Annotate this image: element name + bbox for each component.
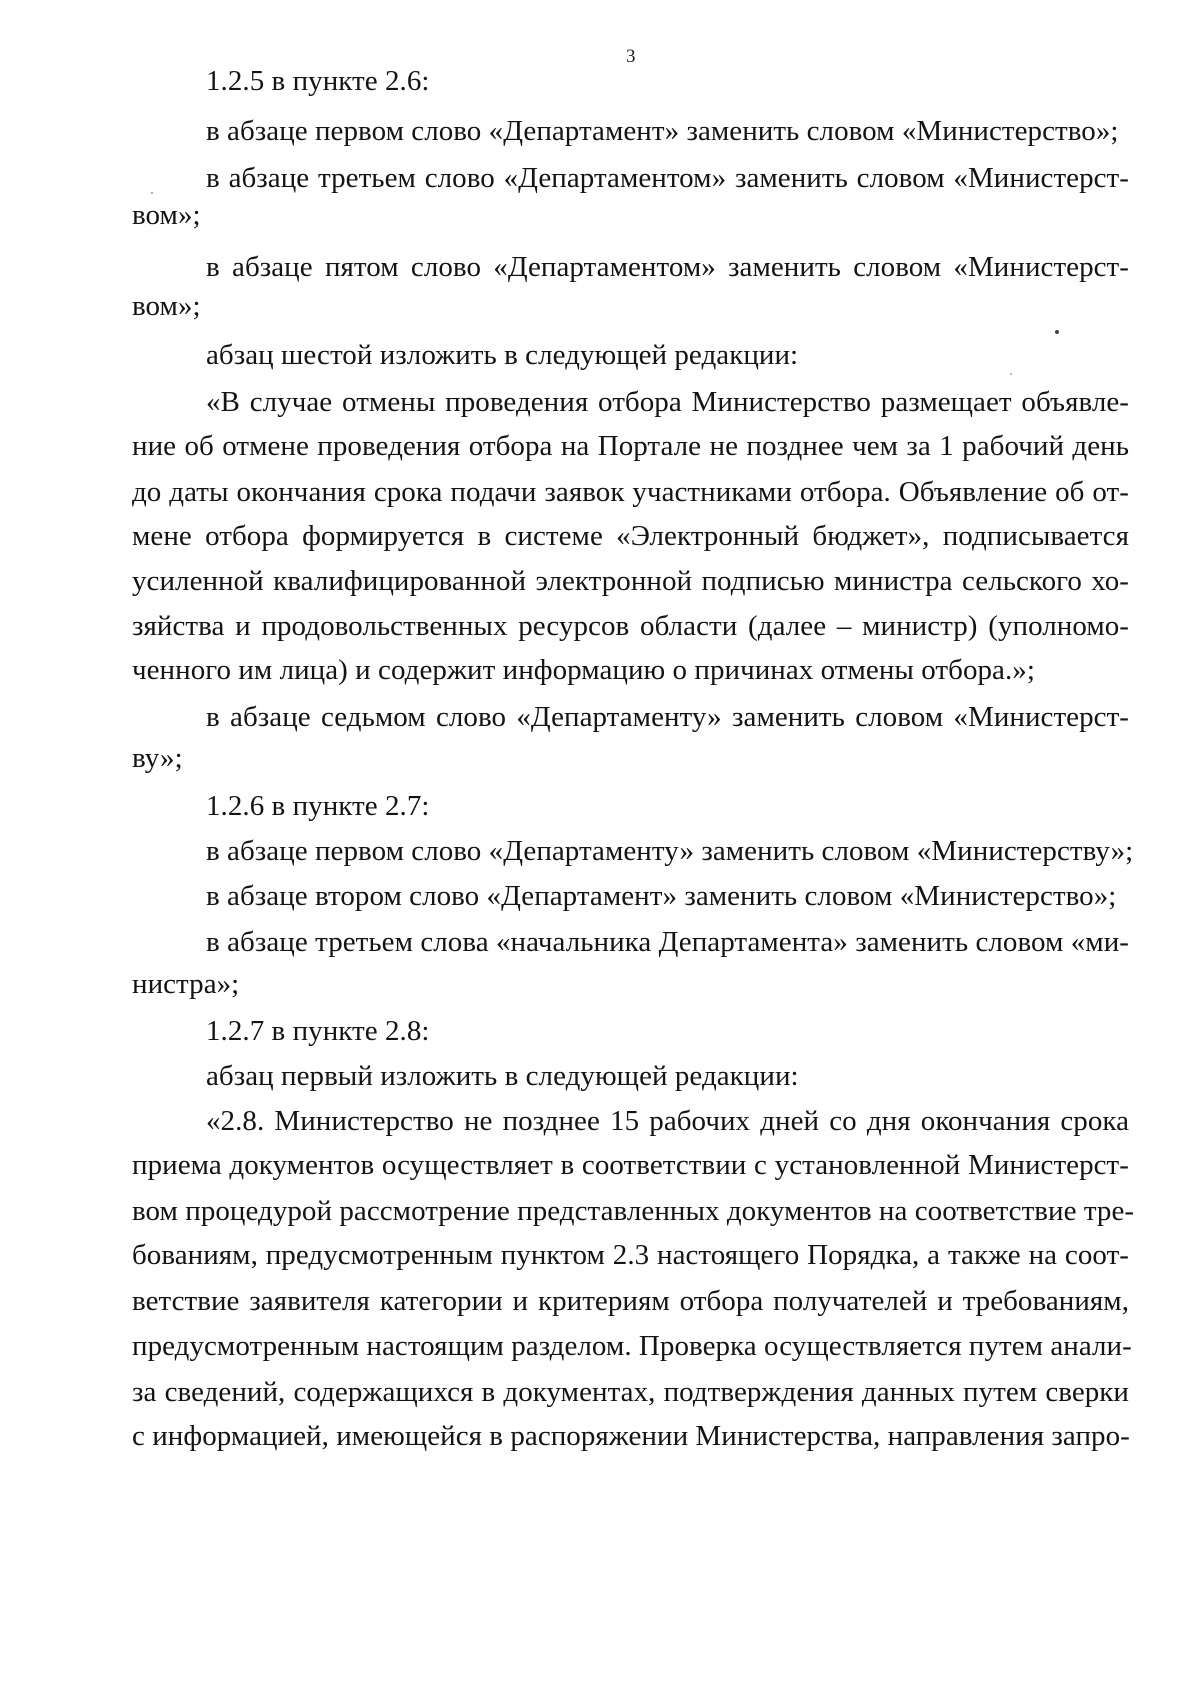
text-line: с информацией, имеющейся в распоряжении Министерства, направления запро-	[132, 1420, 1130, 1452]
scan-speck	[1010, 373, 1012, 375]
text-line: в абзаце третьем слово «Департаментом» заменить словом «Министерст-	[206, 162, 1129, 194]
text-line: ветствие заявителя категории и критериям отбора получателей и требованиям,	[132, 1285, 1129, 1317]
text-line: ву»;	[132, 742, 183, 774]
text-line: мене отбора формируется в системе «Электронный бюджет», подписывается	[132, 520, 1129, 552]
scan-speck	[151, 192, 153, 194]
page-number: 3	[626, 46, 636, 67]
text-line: в абзаце пятом слово «Департаментом» заменить словом «Министерст-	[206, 251, 1129, 283]
text-line: вом»;	[132, 199, 201, 231]
text-line: ченного им лица) и содержит информацию о причинах отмены отбора.»;	[132, 654, 1035, 686]
text-line: «2.8. Министерство не позднее 15 рабочих дней со дня окончания срока	[206, 1105, 1129, 1137]
text-line: в абзаце первом слово «Департамент» заменить словом «Министерство»;	[206, 115, 1119, 147]
text-line: абзац первый изложить в следующей редакции:	[206, 1060, 799, 1092]
text-line: в абзаце третьем слова «начальника Департамента» заменить словом «ми-	[206, 926, 1129, 958]
scan-speck	[1055, 330, 1059, 334]
subsection-heading: 1.2.6 в пункте 2.7:	[206, 790, 430, 822]
text-line: абзац шестой изложить в следующей редакции:	[206, 339, 799, 371]
text-line: приема документов осуществляет в соответствии с установленной Министерст-	[132, 1149, 1129, 1181]
text-line: усиленной квалифицированной электронной подписью министра сельского хо-	[132, 565, 1129, 597]
text-line: нистра»;	[132, 968, 240, 1000]
text-line: вом процедурой рассмотрение представленных документов на соответствие тре-	[132, 1195, 1135, 1227]
subsection-heading: 1.2.5 в пункте 2.6:	[206, 65, 430, 97]
text-line: до даты окончания срока подачи заявок участниками отбора. Объявление об от-	[132, 476, 1129, 508]
text-line: в абзаце втором слово «Департамент» заменить словом «Министерство»;	[206, 880, 1117, 912]
text-line: зяйства и продовольственных ресурсов области (далее – министр) (уполномо-	[132, 610, 1129, 642]
text-line: «В случае отмены проведения отбора Министерство размещает объявле-	[206, 386, 1129, 418]
text-line: вом»;	[132, 290, 201, 322]
text-line: в абзаце седьмом слово «Департаменту» заменить словом «Министерст-	[206, 701, 1129, 733]
text-line: в абзаце первом слово «Департаменту» заменить словом «Министерству»;	[206, 835, 1134, 867]
text-line: ние об отмене проведения отбора на Портале не позднее чем за 1 рабочий день	[132, 430, 1129, 462]
text-line: за сведений, содержащихся в документах, подтверждения данных путем сверки	[132, 1376, 1129, 1408]
text-line: предусмотренным настоящим разделом. Проверка осуществляется путем анали-	[132, 1330, 1132, 1362]
text-line: бованиям, предусмотренным пунктом 2.3 настоящего Порядка, а также на соот-	[132, 1239, 1129, 1271]
subsection-heading: 1.2.7 в пункте 2.8:	[206, 1015, 430, 1047]
